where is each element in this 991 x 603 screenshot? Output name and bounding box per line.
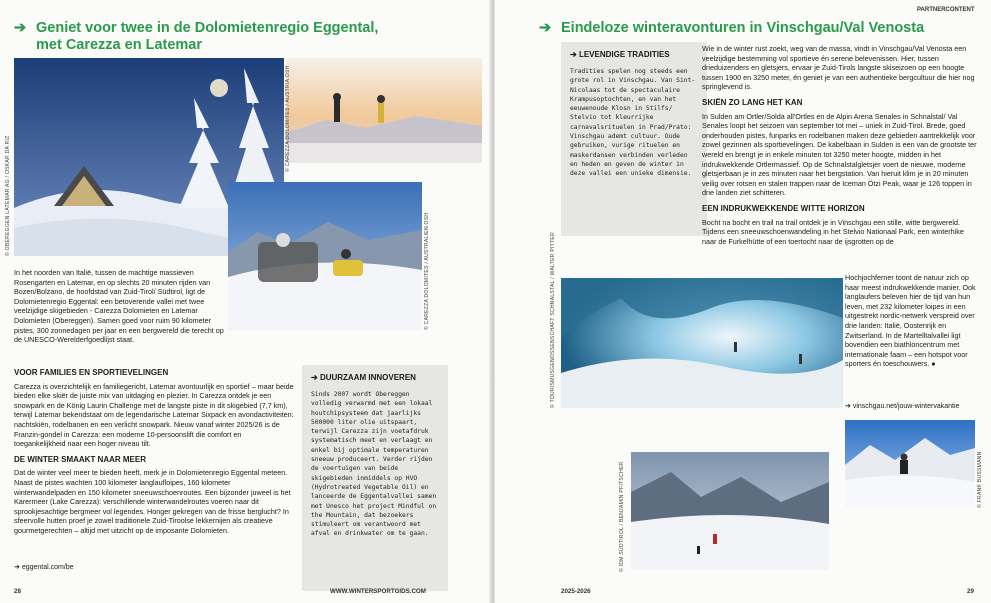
- left-main-text: [14, 362, 294, 540]
- right-page: [495, 0, 991, 603]
- subheading-skiing: SKIËN ZO LANG HET KAN: [702, 97, 803, 107]
- right-main-text: [702, 44, 980, 250]
- eggental-link-text[interactable]: eggental.com/be: [21, 564, 74, 571]
- partner-label: PARTNERCONTENT: [917, 7, 975, 13]
- eggental-link[interactable]: ➔ eggental.com/be: [14, 564, 74, 571]
- right-page-number: 29: [967, 588, 974, 595]
- subheading-winter: DE WINTER SMAAKT NAAR MEER: [14, 454, 146, 464]
- headline-line2: met Carezza en Latemar: [36, 37, 203, 53]
- left-page: [0, 0, 492, 603]
- sustainability-box: [302, 365, 448, 591]
- right-intro-text: Wie in de winter rust zoekt, weg van de massa, vindt in Vinschgau/Val Venosta een veelzijdige bestemming vol sportieve én serene belevenissen. Hier, tussen drieduizenders en gletsjers, ervaar je Zuid-Tirols langste skiseizoen op een hoogte tussen 1900 en 3250 meter, én geniet je van een authentieke bergcultuur die hier nog springlevend is.: [702, 44, 975, 92]
- photo-credit-5: © IDM SÜDTIROL / BENJAMIN PFITSCHER: [619, 461, 625, 572]
- cross-country-photo: [631, 452, 829, 570]
- horizon-text-b: Hochjochferner toont de natuur zich op haar meest indrukwekkende manier. Ook langlaufers beleven hier de tijd van hun leven, met 232 kilometer loipes in een uitgestrekt nordic-netwerk verspreid over drie landen: Italië, Oostenrijk en Zwitserland. In de Martelltalvallei ligt bovendien een biathloncentrum met internationale faam – een hotspot voor sporters én toeschouwers. ●: [845, 273, 976, 369]
- headline-line1: Geniet voor twee in de Dolomietenregio Eggental,: [36, 20, 379, 36]
- traditions-box-text: Tradities spelen nog steeds een grote rol in Vinschgau. Van Sint-Nicolaas tot de spectaculaire Krampusoptochten, en van het eeuwenoude Klosn in Stilfs/ Stelvio tot kleurrijke carnavalsrituelen in Prad/Prato: Vinschgau ademt cultuur. Oude gebruiken, vurige rituelen en maskerdansen verbinden verleden en heden en geven de winter in deze vallei een unieke dimensie.: [570, 68, 696, 178]
- skiers-sunset-photo: [286, 58, 482, 163]
- issue-date: 2025-2026: [561, 588, 591, 595]
- vinschgau-link[interactable]: ➔ vinschgau.net/jouw-wintervakantie: [845, 403, 960, 410]
- photo-credit-4: © TOURISMUSGENOSSENSCHAFT SCHNALSTAL / WALTER PITTER: [550, 232, 556, 408]
- vinschgau-link-text[interactable]: vinschgau.net/jouw-wintervakantie: [852, 403, 960, 410]
- winter-text: Dat de winter veel meer te bieden heeft, merk je in Dolomietenregio Eggental meteen. Naast de pistes wachten 100 kilometer langlaufloipes, 160 kilometer winterwandelpaden en 150 kilometer sneeuwschoenroutes. Een bijzonder juweel is het Karermeer (Lake Carezza): verschillende winterwandelroutes voeren naar dit sprookjesachtige bergmeer vol legendes. Honger gekregen van de frisse berglucht? In sfeervolle hutten proef je zowel traditionele Zuid-Tiroolse lekkernijen als creatieve gourmetgerechten – altijd met uitzicht op de imposante Dolomieten.: [14, 468, 291, 535]
- skiing-text: In Sulden am Ortler/Solda all'Ortles en de Alpin Arena Senales in Schnalstal/ Val Senales loopt het seizoen van september tot mei – uniek in Zuid-Tirol. Brede, goed onderhouden pistes, funparks en rodelbanen maken deze gebieden aantrekkelijk voor zowel gezinnen als sportievelingen. De kabelbaan in Sulden is een van de grootste ter wereld en brengt je in enkele minuten tot 3250 meter hoogte, midden in het indrukwekkende Ortlermassief. Op de Schnalstalgletsjer voert de nieuwe, moderne gletsjerbaan je in zes minuten naar het bergstation. Van hieruit klim je in 20 minuten veilig over rotsen en stalen trappen naar de Iceman Ötzi Peak, waar je 126 toppen in drie landen ziet schitteren.: [702, 111, 977, 198]
- right-side-text: [845, 273, 981, 373]
- families-text: Carezza is overzichtelijk en familiegericht, Latemar avontuurlijk en sportief – maar beide bieden elke skiër de juiste mix van uitdaging en plezier. In Carezza ontdek je een snowpark en de König Laurin Challenge met de langste piste in dit skigebied (7,7 km), terwijl Latemar bekendstaat om de legendarische Latemar Sixpack en avondactiviteiten: nachtskiën, rodelbanen en een verlicht snowpark. Nieuw vanaf winter 2025/26 is de Franzin-gondel in Carezza: een moderne 10-persoonslift die comfort en toegankelijkheid naar een hoger niveau tilt.: [14, 381, 294, 449]
- left-intro: [14, 268, 224, 349]
- left-page-number: 28: [14, 588, 21, 595]
- sustainability-box-title: ➔ DUURZAAM INNOVEREN: [311, 373, 416, 382]
- arrow-icon: ➔: [14, 20, 27, 36]
- traditions-box: [561, 42, 707, 236]
- sledding-photo: [228, 182, 422, 330]
- sustainability-box-text: Sinds 2007 wordt Obereggen volledig verwarmd met een lokaal houtchipsysteem dat jaarlijks 500000 liter olie uitspaart, terwijl Carezza zijn voetafdruk systematisch meet en verlaagt en enkel bij optimale temperaturen sneeuw produceert. Verder rijden de voertuigen van beide skigebieden inmiddels op HVO (Hydrotreated Vegetable Oil) en lanceerde de Eggentalvallei samen met Unesco het project Mindful on the Mountain, dat bezoekers stimuleert om verantwoord met afval en drinkwater om te gaan.: [311, 391, 437, 538]
- horizon-text-a: Bocht na bocht en trail na trail ontdek je in Vinschgau een stille, witte bergwereld. Tijdens een sneeuwschoenwandeling in het Stelvio Nationaal Park, een winterhike naar de Furkelhütte of een toertocht naar de ijsgrotten op de: [702, 217, 964, 246]
- sustainability-title-text: DUURZAAM INNOVEREN: [319, 373, 416, 382]
- site-url: WWW.WINTERSPORTGIDS.COM: [330, 588, 426, 595]
- downhill-skier-photo: [845, 420, 975, 508]
- arrow-icon: ➔: [539, 20, 552, 36]
- right-headline-text: Eindeloze winteravonturen in Vinschgau/Val Venosta: [561, 20, 925, 36]
- ice-cave-photo: [561, 278, 843, 408]
- subheading-horizon: EEN INDRUKWEKKENDE WITTE HORIZON: [702, 203, 865, 213]
- photo-credit-1: © OBEREGGEN LATEMAR AG / OSKAR DA RIZ: [5, 135, 11, 256]
- photo-credit-6: © FRANK BUSSMANN: [977, 451, 983, 508]
- photo-credit-3: © CAREZZA DOLOMITES / AUSTRALIEN.OSH: [424, 212, 430, 330]
- intro-text: In het noorden van Italië, tussen de machtige massieven Rosengarten en Latemar, en op slechts 20 minuten rijden van Bozen/Bolzano, de hoofdstad van Zuid-Tirol/ Südtirol, ligt de Dolomietenregio Eggental: een betoverende vallei met twee veelzijdige skigebieden - Carezza Dolomieten en Latemar Dolomieten (Obereggen). Samen goed voor ruim 90 kilometer pistes, 300 zonnedagen per jaar en een bergwereld die terecht op de UNESCO-Werelderfgoedlijst staat.: [14, 268, 224, 345]
- traditions-box-title: ➔ LEVENDIGE TRADITIES: [570, 50, 670, 59]
- right-headline: [539, 20, 979, 37]
- left-headline: [14, 20, 484, 54]
- photo-credit-2: © CAREZZA DOLOMITES / AUSTRIA.OSH: [285, 65, 291, 172]
- traditions-title-text: LEVENDIGE TRADITIES: [578, 50, 670, 59]
- subheading-families: VOOR FAMILIES EN SPORTIEVELINGEN: [14, 368, 169, 377]
